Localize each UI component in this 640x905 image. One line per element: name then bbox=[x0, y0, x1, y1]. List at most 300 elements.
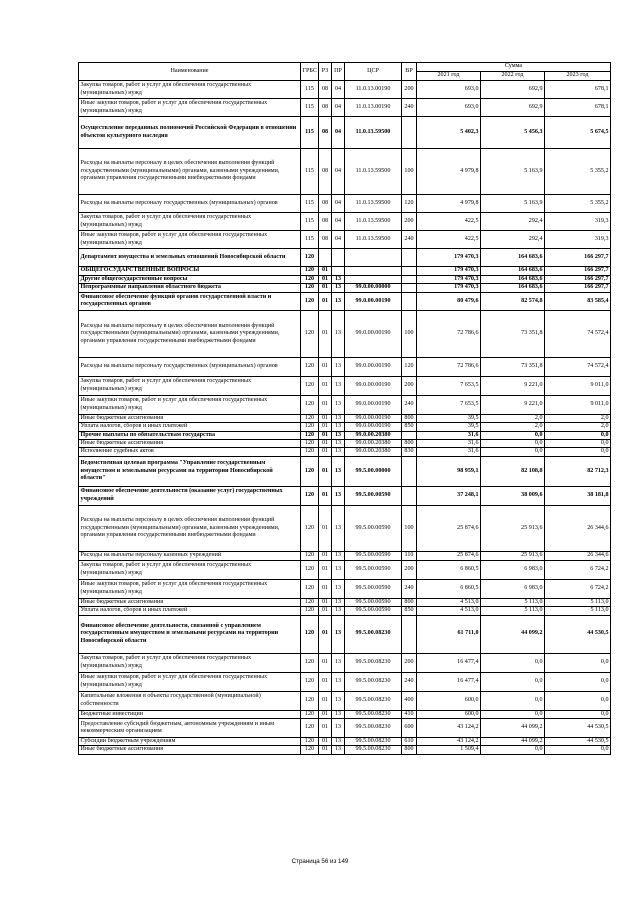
row-grbs: 120 bbox=[301, 357, 319, 376]
row-vr: 200 bbox=[402, 653, 417, 672]
row-vr: 200 bbox=[402, 213, 417, 231]
page-number: Страница 56 из 149 bbox=[291, 858, 349, 865]
row-pr: 13 bbox=[332, 505, 345, 551]
row-sum-2021: 16 477,4 bbox=[417, 672, 481, 691]
row-grbs: 120 bbox=[301, 376, 319, 395]
row-grbs: 120 bbox=[301, 607, 319, 615]
row-name: Предоставление субсидий бюджетным, автономным учреждениям и иным некоммерческим организациям bbox=[79, 719, 301, 738]
row-grbs: 120 bbox=[301, 448, 319, 456]
row-vr bbox=[402, 284, 417, 292]
row-csr: 99.0.00.00000 bbox=[345, 284, 402, 292]
row-sum-2022: 0,0 bbox=[481, 440, 545, 448]
row-name: Расходы на выплаты персоналу государственных (муниципальных) органов bbox=[79, 357, 301, 376]
row-pr: 13 bbox=[332, 672, 345, 691]
row-sum-2021: 80 479,6 bbox=[417, 292, 481, 310]
row-csr: 99.0.00.20380 bbox=[345, 440, 402, 448]
row-sum-2023: 0,0 bbox=[545, 448, 611, 456]
col-grbs-header: ГРБС bbox=[301, 63, 319, 81]
row-name: Закупка товаров, работ и услуг для обеспечения государственных (муниципальных) нужд bbox=[79, 376, 301, 395]
row-pr: 04 bbox=[332, 213, 345, 231]
row-sum-2023: 319,3 bbox=[545, 213, 611, 231]
row-pr: 13 bbox=[332, 276, 345, 284]
row-rz: 08 bbox=[319, 81, 332, 99]
row-sum-2021: 1 509,4 bbox=[417, 746, 481, 754]
row-grbs: 120 bbox=[301, 672, 319, 691]
row-rz: 01 bbox=[319, 746, 332, 754]
row-vr: 830 bbox=[402, 448, 417, 456]
budget-table bbox=[78, 62, 611, 755]
row-sum-2023: 0,0 bbox=[545, 440, 611, 448]
row-sum-2022: 164 683,6 bbox=[481, 267, 545, 276]
row-csr: 99.0.00.00190 bbox=[345, 395, 402, 414]
row-rz: 01 bbox=[319, 440, 332, 448]
row-name: Закупка товаров, работ и услуг для обеспечения государственных (муниципальных) нужд bbox=[79, 81, 301, 99]
row-vr: 800 bbox=[402, 598, 417, 606]
row-pr: 13 bbox=[332, 598, 345, 606]
row-pr: 13 bbox=[332, 310, 345, 357]
row-vr: 200 bbox=[402, 376, 417, 395]
row-sum-2022: 164 683,6 bbox=[481, 276, 545, 284]
row-name: Исполнение судебных актов bbox=[79, 448, 301, 456]
row-sum-2022: 292,4 bbox=[481, 231, 545, 249]
row-sum-2021: 37 248,1 bbox=[417, 486, 481, 505]
row-sum-2023: 678,1 bbox=[545, 81, 611, 99]
row-name: Иные закупки товаров, работ и услуг для обеспечения государственных (муниципальных) нужд bbox=[79, 579, 301, 598]
row-sum-2023: 9 011,0 bbox=[545, 376, 611, 395]
row-rz: 01 bbox=[319, 357, 332, 376]
row-sum-2022: 0,0 bbox=[481, 653, 545, 672]
row-sum-2021: 61 711,0 bbox=[417, 615, 481, 653]
row-csr: 99.0.00.20380 bbox=[345, 448, 402, 456]
row-rz: 01 bbox=[319, 598, 332, 606]
row-vr: 240 bbox=[402, 231, 417, 249]
row-csr bbox=[345, 267, 402, 276]
row-grbs: 115 bbox=[301, 117, 319, 149]
row-rz: 01 bbox=[319, 505, 332, 551]
row-name: Иные бюджетные ассигнования bbox=[79, 598, 301, 606]
row-sum-2023: 0,0 bbox=[545, 691, 611, 710]
row-sum-2022: 73 351,8 bbox=[481, 357, 545, 376]
row-sum-2021: 39,5 bbox=[417, 414, 481, 422]
row-grbs: 120 bbox=[301, 560, 319, 579]
table-row bbox=[79, 607, 611, 615]
row-pr: 13 bbox=[332, 746, 345, 754]
row-csr: 11.0.13.59500 bbox=[345, 231, 402, 249]
row-sum-2021: 422,5 bbox=[417, 213, 481, 231]
row-sum-2023: 0,0 bbox=[545, 710, 611, 718]
table-row bbox=[79, 653, 611, 672]
row-csr: 99.5.00.00590 bbox=[345, 607, 402, 615]
row-grbs: 120 bbox=[301, 738, 319, 746]
row-pr: 13 bbox=[332, 691, 345, 710]
row-sum-2021: 72 786,6 bbox=[417, 357, 481, 376]
row-sum-2023: 44 530,5 bbox=[545, 615, 611, 653]
row-rz: 01 bbox=[319, 423, 332, 431]
table-row bbox=[79, 376, 611, 395]
row-sum-2022: 6 983,0 bbox=[481, 579, 545, 598]
table-row bbox=[79, 231, 611, 249]
row-sum-2021: 43 124,2 bbox=[417, 719, 481, 738]
row-vr: 400 bbox=[402, 691, 417, 710]
table-row bbox=[79, 431, 611, 439]
row-name: Иные закупки товаров, работ и услуг для обеспечения государственных (муниципальных) нужд bbox=[79, 231, 301, 249]
row-name: Бюджетные инвестиции bbox=[79, 710, 301, 718]
row-pr: 13 bbox=[332, 376, 345, 395]
row-sum-2023: 74 572,4 bbox=[545, 310, 611, 357]
row-pr: 13 bbox=[332, 431, 345, 439]
row-rz: 01 bbox=[319, 310, 332, 357]
row-sum-2021: 7 653,5 bbox=[417, 376, 481, 395]
row-csr bbox=[345, 276, 402, 284]
row-sum-2022: 5 163,9 bbox=[481, 149, 545, 195]
row-sum-2023: 166 297,7 bbox=[545, 249, 611, 267]
row-csr: 99.5.00.00590 bbox=[345, 505, 402, 551]
row-sum-2021: 179 470,3 bbox=[417, 276, 481, 284]
row-pr: 13 bbox=[332, 448, 345, 456]
row-name: Закупка товаров, работ и услуг для обеспечения государственных (муниципальных) нужд bbox=[79, 213, 301, 231]
row-csr: 11.0.13.59500 bbox=[345, 213, 402, 231]
row-sum-2022: 44 099,2 bbox=[481, 738, 545, 746]
row-sum-2021: 4 979,8 bbox=[417, 149, 481, 195]
row-name: Иные закупки товаров, работ и услуг для обеспечения государственных (муниципальных) нужд bbox=[79, 672, 301, 691]
row-sum-2023: 0,0 bbox=[545, 653, 611, 672]
row-vr: 800 bbox=[402, 746, 417, 754]
row-grbs: 120 bbox=[301, 719, 319, 738]
row-vr: 240 bbox=[402, 672, 417, 691]
row-grbs: 115 bbox=[301, 149, 319, 195]
col-csr-header: ЦСР bbox=[345, 63, 402, 81]
table-row bbox=[79, 195, 611, 213]
row-grbs: 115 bbox=[301, 195, 319, 213]
table-row bbox=[79, 560, 611, 579]
row-grbs: 120 bbox=[301, 598, 319, 606]
row-sum-2023: 2,0 bbox=[545, 423, 611, 431]
row-rz: 01 bbox=[319, 395, 332, 414]
row-grbs: 120 bbox=[301, 431, 319, 439]
row-sum-2022: 9 221,0 bbox=[481, 395, 545, 414]
row-sum-2022: 6 983,0 bbox=[481, 560, 545, 579]
row-grbs: 115 bbox=[301, 231, 319, 249]
row-sum-2023: 166 297,7 bbox=[545, 267, 611, 276]
row-sum-2021: 25 874,6 bbox=[417, 551, 481, 560]
table-row bbox=[79, 423, 611, 431]
table-row bbox=[79, 414, 611, 422]
row-vr bbox=[402, 276, 417, 284]
row-rz bbox=[319, 249, 332, 267]
row-sum-2022: 692,9 bbox=[481, 99, 545, 117]
row-rz: 01 bbox=[319, 653, 332, 672]
row-sum-2021: 422,5 bbox=[417, 231, 481, 249]
row-grbs: 120 bbox=[301, 292, 319, 310]
row-name: Уплата налогов, сборов и иных платежей bbox=[79, 423, 301, 431]
row-sum-2021: 43 124,2 bbox=[417, 738, 481, 746]
row-sum-2023: 166 297,7 bbox=[545, 276, 611, 284]
row-name: Финансовое обеспечение деятельности, связанной с управлением государственным имуществом и земельными ресурсами на территории Новосибирской области bbox=[79, 615, 301, 653]
row-vr bbox=[402, 117, 417, 149]
row-pr: 13 bbox=[332, 607, 345, 615]
row-vr: 100 bbox=[402, 149, 417, 195]
col-pr-header: ПР bbox=[332, 63, 345, 81]
row-sum-2023: 5 355,2 bbox=[545, 195, 611, 213]
row-name: Капитальные вложения в объекты государственной (муниципальной) собственности bbox=[79, 691, 301, 710]
row-csr: 99.0.00.00190 bbox=[345, 292, 402, 310]
row-sum-2023: 83 585,4 bbox=[545, 292, 611, 310]
row-sum-2021: 98 959,1 bbox=[417, 456, 481, 486]
row-rz: 01 bbox=[319, 414, 332, 422]
row-vr: 110 bbox=[402, 551, 417, 560]
col-2023-header: 2023 год bbox=[545, 72, 611, 81]
row-sum-2022: 73 351,8 bbox=[481, 310, 545, 357]
row-csr: 99.5.00.00590 bbox=[345, 486, 402, 505]
row-pr: 13 bbox=[332, 414, 345, 422]
row-sum-2022: 0,0 bbox=[481, 746, 545, 754]
row-grbs: 115 bbox=[301, 81, 319, 99]
row-sum-2022: 82 108,8 bbox=[481, 456, 545, 486]
row-pr: 13 bbox=[332, 440, 345, 448]
table-row bbox=[79, 81, 611, 99]
row-csr: 99.5.00.08230 bbox=[345, 710, 402, 718]
row-csr: 99.0.00.00190 bbox=[345, 357, 402, 376]
row-grbs: 115 bbox=[301, 213, 319, 231]
row-vr: 850 bbox=[402, 423, 417, 431]
row-name: Прочие выплаты по обязательствам государства bbox=[79, 431, 301, 439]
row-sum-2021: 6 860,5 bbox=[417, 560, 481, 579]
row-name: Финансовое обеспечение деятельности (оказание услуг) государственных учреждений bbox=[79, 486, 301, 505]
row-sum-2023: 678,1 bbox=[545, 99, 611, 117]
row-sum-2023: 0,0 bbox=[545, 746, 611, 754]
row-csr: 99.0.00.00190 bbox=[345, 423, 402, 431]
row-vr bbox=[402, 486, 417, 505]
table-row bbox=[79, 448, 611, 456]
row-grbs: 120 bbox=[301, 395, 319, 414]
row-sum-2023: 6 724,2 bbox=[545, 560, 611, 579]
row-pr: 13 bbox=[332, 653, 345, 672]
row-csr: 99.5.00.00590 bbox=[345, 551, 402, 560]
row-csr: 99.5.00.08230 bbox=[345, 653, 402, 672]
row-csr: 99.0.00.00190 bbox=[345, 376, 402, 395]
row-sum-2022: 0,0 bbox=[481, 710, 545, 718]
row-grbs: 120 bbox=[301, 440, 319, 448]
row-pr: 13 bbox=[332, 456, 345, 486]
row-vr: 100 bbox=[402, 505, 417, 551]
row-vr: 240 bbox=[402, 579, 417, 598]
row-csr: 99.5.00.00590 bbox=[345, 560, 402, 579]
row-csr: 99.5.00.08230 bbox=[345, 672, 402, 691]
table-row bbox=[79, 213, 611, 231]
row-csr: 99.0.00.20380 bbox=[345, 431, 402, 439]
col-sum-header: Сумма bbox=[417, 63, 611, 72]
row-vr: 120 bbox=[402, 357, 417, 376]
row-sum-2023: 319,3 bbox=[545, 231, 611, 249]
row-sum-2021: 39,5 bbox=[417, 423, 481, 431]
row-pr: 04 bbox=[332, 117, 345, 149]
row-pr: 04 bbox=[332, 231, 345, 249]
row-pr: 04 bbox=[332, 81, 345, 99]
row-rz: 08 bbox=[319, 231, 332, 249]
row-pr: 13 bbox=[332, 486, 345, 505]
row-sum-2023: 5 674,5 bbox=[545, 117, 611, 149]
row-name: Расходы на выплаты персоналу государственных (муниципальных) органов bbox=[79, 195, 301, 213]
row-sum-2023: 5 355,2 bbox=[545, 149, 611, 195]
row-vr: 800 bbox=[402, 414, 417, 422]
row-pr: 13 bbox=[332, 560, 345, 579]
row-sum-2023: 5 113,0 bbox=[545, 598, 611, 606]
row-csr: 99.5.00.00000 bbox=[345, 456, 402, 486]
row-rz: 01 bbox=[319, 672, 332, 691]
row-pr: 13 bbox=[332, 292, 345, 310]
row-name: Расходы на выплаты персоналу в целях обеспечения выполнения функций государственными (муниципальными) органами, казенными учреждениями, органами управления государственными внебюджетными фондами bbox=[79, 505, 301, 551]
table-row bbox=[79, 672, 611, 691]
row-grbs: 120 bbox=[301, 579, 319, 598]
row-csr: 11.0.13.00190 bbox=[345, 81, 402, 99]
row-vr: 800 bbox=[402, 440, 417, 448]
table-row bbox=[79, 579, 611, 598]
row-name: Иные закупки товаров, работ и услуг для обеспечения государственных (муниципальных) нужд bbox=[79, 395, 301, 414]
row-sum-2022: 0,0 bbox=[481, 448, 545, 456]
row-rz: 08 bbox=[319, 149, 332, 195]
row-name: Непрограммные направления областного бюджета bbox=[79, 284, 301, 292]
row-csr: 99.5.00.08230 bbox=[345, 746, 402, 754]
col-name-header: Наименование bbox=[79, 63, 301, 81]
row-rz: 01 bbox=[319, 276, 332, 284]
table-row bbox=[79, 551, 611, 560]
row-name: Субсидии бюджетным учреждениям bbox=[79, 738, 301, 746]
row-vr: 610 bbox=[402, 738, 417, 746]
row-sum-2022: 38 009,6 bbox=[481, 486, 545, 505]
row-csr bbox=[345, 249, 402, 267]
row-vr bbox=[402, 292, 417, 310]
table-row bbox=[79, 719, 611, 738]
row-pr: 13 bbox=[332, 395, 345, 414]
row-sum-2021: 25 874,6 bbox=[417, 505, 481, 551]
row-sum-2023: 44 530,5 bbox=[545, 719, 611, 738]
row-rz: 01 bbox=[319, 607, 332, 615]
row-csr: 99.5.00.08230 bbox=[345, 738, 402, 746]
row-pr: 04 bbox=[332, 99, 345, 117]
row-name: Расходы на выплаты персоналу в целях обеспечения выполнения функций государственными (муниципальными) органами, казенными учреждениями, органами управления государственными внебюджетными фондами bbox=[79, 149, 301, 195]
row-sum-2021: 31,6 bbox=[417, 440, 481, 448]
row-rz: 01 bbox=[319, 560, 332, 579]
row-grbs: 120 bbox=[301, 310, 319, 357]
row-sum-2021: 7 653,5 bbox=[417, 395, 481, 414]
row-grbs: 120 bbox=[301, 414, 319, 422]
row-pr: 04 bbox=[332, 195, 345, 213]
row-sum-2022: 164 683,6 bbox=[481, 284, 545, 292]
row-pr: 04 bbox=[332, 149, 345, 195]
row-grbs: 120 bbox=[301, 284, 319, 292]
row-pr: 13 bbox=[332, 719, 345, 738]
row-sum-2021: 72 786,6 bbox=[417, 310, 481, 357]
row-rz: 01 bbox=[319, 448, 332, 456]
col-rz-header: РЗ bbox=[319, 63, 332, 81]
row-csr: 11.0.13.59500 bbox=[345, 149, 402, 195]
row-rz: 01 bbox=[319, 486, 332, 505]
row-sum-2023: 26 344,6 bbox=[545, 505, 611, 551]
row-sum-2022: 25 913,6 bbox=[481, 551, 545, 560]
row-grbs: 120 bbox=[301, 276, 319, 284]
row-vr: 120 bbox=[402, 195, 417, 213]
row-vr bbox=[402, 431, 417, 439]
row-sum-2021: 6 860,5 bbox=[417, 579, 481, 598]
table-row bbox=[79, 99, 611, 117]
row-vr: 240 bbox=[402, 395, 417, 414]
row-sum-2023: 166 297,7 bbox=[545, 284, 611, 292]
table-row bbox=[79, 691, 611, 710]
row-csr: 99.5.00.08230 bbox=[345, 719, 402, 738]
table-row bbox=[79, 505, 611, 551]
row-pr: 13 bbox=[332, 423, 345, 431]
row-vr: 200 bbox=[402, 81, 417, 99]
row-rz: 01 bbox=[319, 691, 332, 710]
row-sum-2022: 44 099,2 bbox=[481, 719, 545, 738]
row-vr: 100 bbox=[402, 310, 417, 357]
row-grbs: 120 bbox=[301, 423, 319, 431]
row-grbs: 120 bbox=[301, 486, 319, 505]
row-pr: 13 bbox=[332, 710, 345, 718]
row-csr: 99.5.00.08230 bbox=[345, 615, 402, 653]
row-rz: 01 bbox=[319, 551, 332, 560]
row-sum-2022: 0,0 bbox=[481, 691, 545, 710]
row-pr: 13 bbox=[332, 738, 345, 746]
row-grbs: 115 bbox=[301, 99, 319, 117]
row-sum-2022: 9 221,0 bbox=[481, 376, 545, 395]
row-vr bbox=[402, 249, 417, 267]
row-vr bbox=[402, 615, 417, 653]
col-2021-header: 2021 год bbox=[417, 72, 481, 81]
table-row bbox=[79, 149, 611, 195]
row-grbs: 120 bbox=[301, 505, 319, 551]
row-grbs: 120 bbox=[301, 746, 319, 754]
row-sum-2021: 4 513,0 bbox=[417, 598, 481, 606]
table-row bbox=[79, 486, 611, 505]
row-rz: 08 bbox=[319, 195, 332, 213]
row-grbs: 120 bbox=[301, 249, 319, 267]
row-sum-2022: 5 113,0 bbox=[481, 598, 545, 606]
row-csr: 99.5.00.00590 bbox=[345, 579, 402, 598]
row-sum-2022: 5 113,0 bbox=[481, 607, 545, 615]
row-sum-2022: 44 099,2 bbox=[481, 615, 545, 653]
row-name: Закупка товаров, работ и услуг для обеспечения государственных (муниципальных) нужд bbox=[79, 653, 301, 672]
row-rz: 08 bbox=[319, 117, 332, 149]
table-row bbox=[79, 710, 611, 718]
table-row bbox=[79, 357, 611, 376]
row-pr: 13 bbox=[332, 579, 345, 598]
table-row bbox=[79, 267, 611, 276]
row-grbs: 120 bbox=[301, 551, 319, 560]
row-sum-2023: 5 113,0 bbox=[545, 607, 611, 615]
row-name: Расходы на выплаты персоналу казенных учреждений bbox=[79, 551, 301, 560]
row-vr: 850 bbox=[402, 607, 417, 615]
row-rz: 01 bbox=[319, 456, 332, 486]
row-name: Иные бюджетные ассигнования bbox=[79, 440, 301, 448]
row-rz: 01 bbox=[319, 292, 332, 310]
row-rz: 01 bbox=[319, 376, 332, 395]
row-name: Иные бюджетные ассигнования bbox=[79, 746, 301, 754]
row-rz: 01 bbox=[319, 267, 332, 276]
row-sum-2021: 4 513,0 bbox=[417, 607, 481, 615]
row-sum-2023: 26 344,6 bbox=[545, 551, 611, 560]
row-sum-2022: 0,0 bbox=[481, 672, 545, 691]
table-row bbox=[79, 395, 611, 414]
table-header bbox=[79, 63, 611, 81]
row-vr: 600 bbox=[402, 719, 417, 738]
row-sum-2021: 4 979,8 bbox=[417, 195, 481, 213]
row-sum-2022: 5 456,3 bbox=[481, 117, 545, 149]
table-row bbox=[79, 310, 611, 357]
row-vr: 410 bbox=[402, 710, 417, 718]
row-name: Осуществление переданных полномочий Российской Федерации в отношении объектов культурного наследия bbox=[79, 117, 301, 149]
row-pr: 13 bbox=[332, 284, 345, 292]
